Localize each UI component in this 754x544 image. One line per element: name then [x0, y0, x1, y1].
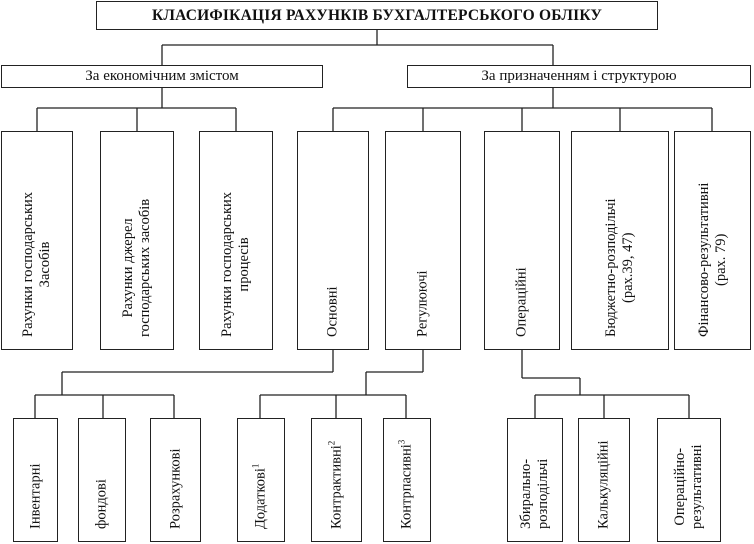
- item-business-assets-label: Рахунки господарських Засобів: [20, 191, 53, 337]
- sub-collecting-distributing-label: Збирально- розподільчі: [518, 458, 551, 529]
- sub-contra-passive: [383, 418, 431, 542]
- sub-additional-label: Додаткові: [252, 468, 269, 529]
- sub-inventory: [13, 418, 58, 542]
- sub-settlement: [150, 418, 201, 542]
- sub-operational-result-label: Операційно- результативні: [672, 444, 705, 529]
- item-basic: [297, 131, 369, 350]
- item-asset-sources: [100, 131, 174, 350]
- item-financial-result: [674, 131, 751, 350]
- item-business-processes: [199, 131, 273, 350]
- item-operational-label: Операційні: [513, 267, 530, 337]
- item-regulating: [385, 131, 461, 350]
- sub-contra-active-text: [328, 441, 345, 529]
- item-business-assets: [1, 131, 73, 350]
- item-budget-distribution-label: Бюджетно-розподільчі (рах.39, 47): [603, 198, 636, 337]
- sub-funds: [78, 418, 126, 542]
- sub-settlement-label: Розрахункові: [167, 448, 183, 529]
- category-purpose: [407, 65, 751, 88]
- item-regulating-label: Регулюючі: [414, 270, 431, 337]
- sub-costing-label: Калькуляційні: [595, 440, 612, 529]
- item-asset-sources-label: Рахунки джерел господарських засобів: [120, 198, 153, 337]
- diagram-title: [96, 1, 658, 30]
- category-economic-label: За економічним змістом: [85, 68, 239, 84]
- item-basic-label: Основні: [324, 286, 341, 337]
- item-budget-distribution: [571, 131, 669, 350]
- sub-operational-result: [657, 418, 721, 542]
- diagram-title-text: КЛАСИФІКАЦІЯ РАХУНКІВ БУХГАЛТЕРСЬКОГО ОБЛІКУ: [151, 6, 603, 24]
- sub-inventory-label: Інвентарні: [27, 463, 43, 529]
- sub-contra-passive-label: Контрпасивні: [398, 444, 415, 529]
- sub-additional-note: 1: [250, 463, 261, 469]
- sub-funds-label: фондові: [93, 479, 110, 529]
- sub-collecting-distributing: [507, 418, 563, 542]
- sub-additional-text: [250, 463, 270, 529]
- category-economic: [1, 65, 323, 88]
- sub-contra-passive-note: 3: [396, 439, 407, 445]
- sub-contra-active-label: Контрактивні: [328, 445, 344, 529]
- sub-contra-passive-text: [396, 439, 416, 529]
- category-purpose-label: За призначенням і структурою: [481, 68, 677, 84]
- sub-contra-active-note: 2: [326, 440, 337, 446]
- item-business-processes-label: Рахунки господарських процесів: [219, 191, 252, 337]
- item-financial-result-label: Фінансово-результативні (рах. 79): [695, 182, 729, 337]
- item-operational: [484, 131, 560, 350]
- sub-contra-active: [311, 418, 362, 542]
- sub-additional: [237, 418, 285, 542]
- sub-costing: [578, 418, 630, 542]
